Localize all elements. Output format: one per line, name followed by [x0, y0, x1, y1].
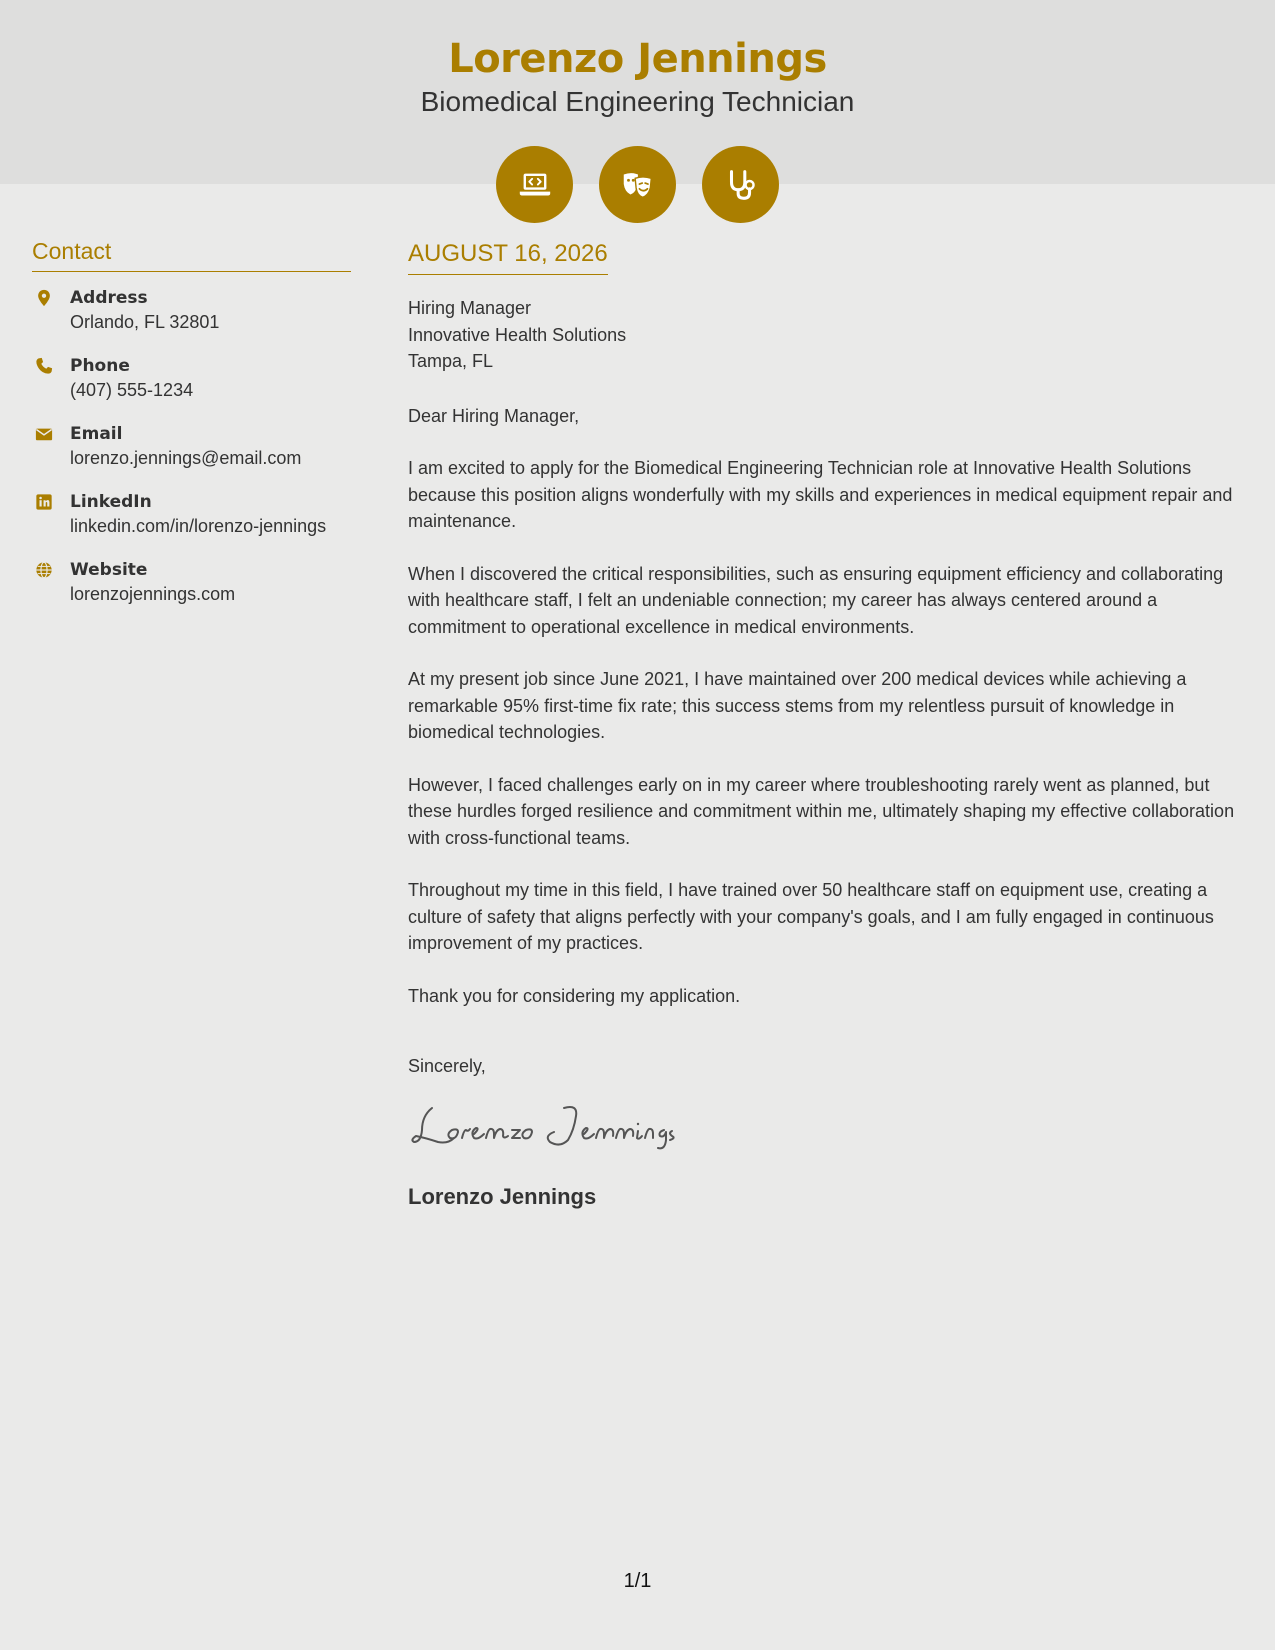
job-title: Biomedical Engineering Technician: [420, 86, 855, 117]
contact-item-linkedin: [32, 490, 351, 539]
recipient-block: [408, 295, 1244, 375]
paragraph: At my present job since June 2021, I have maintained over 200 medical devices while achieving a remarkable 95% first-time fix rate; this success stems from my relentless pursuit of knowledge in biomedical technologies.: [408, 669, 1187, 742]
paragraph: However, I faced challenges early on in my career where troubleshooting rarely went as planned, but these hurdles forged resilience and commitment within me, ultimately shaping my effective collaboration with cross-functional teams.: [408, 774, 1235, 848]
phone-value: (407) 555-1234: [70, 380, 194, 400]
handwritten-signature: [408, 1098, 1244, 1154]
contact-sidebar: [32, 238, 351, 626]
contact-label: Email: [70, 424, 123, 444]
email-value[interactable]: lorenzo.jennings@email.com: [70, 448, 302, 468]
phone-icon: [32, 354, 70, 403]
linkedin-value[interactable]: linkedin.com/in/lorenzo-jennings: [70, 516, 327, 536]
letter-date: AUGUST 16, 2026: [408, 240, 608, 275]
contact-heading: Contact: [32, 238, 351, 272]
contact-label: Address: [70, 288, 148, 308]
closing: Sincerely,: [408, 1056, 486, 1076]
globe-icon: [32, 558, 70, 607]
contact-list: [32, 286, 351, 607]
recipient-line: Tampa, FL: [408, 351, 494, 371]
theater-masks-icon: [599, 146, 676, 223]
greeting: Dear Hiring Manager,: [408, 405, 580, 426]
header-icon-row: [496, 146, 779, 223]
signer-name: Lorenzo Jennings: [408, 1183, 597, 1209]
contact-label: Phone: [70, 356, 130, 376]
contact-item-email: [32, 422, 351, 471]
paragraph: Throughout my time in this field, I have trained over 50 healthcare staff on equipment use, creating a culture of safety that aligns perfectly with your company's goals, and I am fully engaged in continuous improvement of my practices.: [408, 880, 1214, 953]
map-pin-icon: [32, 286, 70, 335]
page-number: 1/1: [623, 1570, 652, 1592]
applicant-name: Lorenzo Jennings: [448, 36, 827, 82]
paragraph: I am excited to apply for the Biomedical Engineering Technician role at Innovative Health Solutions because this position aligns wonderfully with my skills and experiences in medical equipment repair and maintenance.: [408, 458, 1233, 531]
recipient-line: Innovative Health Solutions: [408, 324, 627, 345]
contact-item-website: [32, 558, 351, 607]
contact-item-phone: [32, 354, 351, 403]
stethoscope-icon: [702, 146, 779, 223]
website-value[interactable]: lorenzojennings.com: [70, 584, 236, 604]
contact-label: LinkedIn: [70, 492, 152, 512]
envelope-icon: [32, 422, 70, 471]
contact-label: Website: [70, 560, 148, 580]
paragraph: Thank you for considering my application.: [408, 985, 741, 1006]
letter-body: [408, 240, 1244, 1210]
paragraph: When I discovered the critical responsibilities, such as ensuring equipment efficiency and collaborating with healthcare staff, I felt an undeniable connection; my career has always centered around a commitment to operational excellence in medical environments.: [408, 563, 1224, 637]
contact-item-address: [32, 286, 351, 335]
recipient-line: Hiring Manager: [408, 298, 532, 318]
linkedin-icon: [32, 490, 70, 539]
address-value: Orlando, FL 32801: [70, 312, 220, 332]
laptop-code-icon: [496, 146, 573, 223]
